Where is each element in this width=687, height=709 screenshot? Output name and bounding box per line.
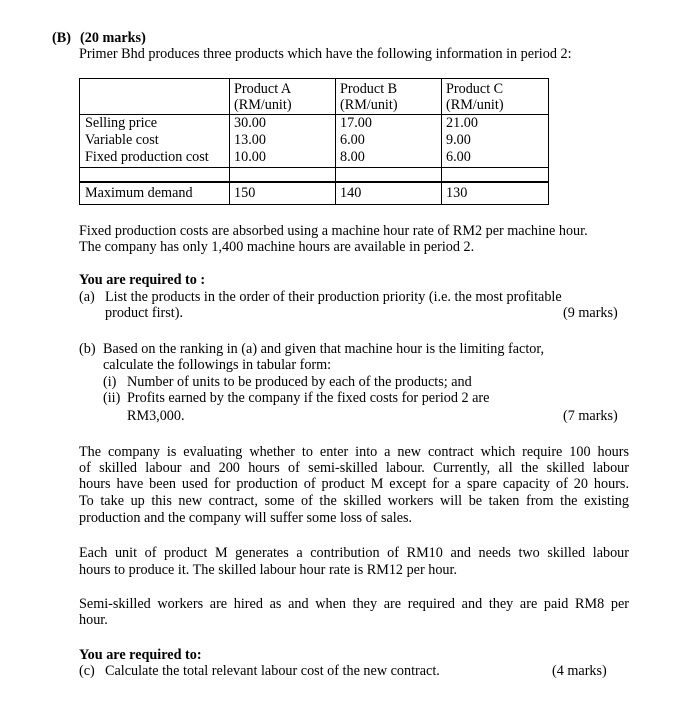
question-b-ii-text: Profits earned by the company if the fixed costs for period 2 are [127, 390, 490, 406]
row-label: Variable cost [85, 132, 159, 148]
row-label: Fixed production cost [85, 149, 209, 165]
question-b-text: Based on the ranking in (a) and given that machine hour is the limiting factor, [103, 341, 545, 357]
row-label: Maximum demand [85, 185, 193, 201]
question-c-text: Calculate the total relevant labour cost of the new contract. [105, 663, 440, 679]
question-b-text-cont: calculate the followings in tabular form: [103, 357, 332, 373]
question-b-i-text: Number of units to be produced by each of the products; and [127, 374, 472, 390]
table-cell: 21.00 [446, 115, 478, 131]
paragraph-line: Fixed production costs are absorbed using a machine hour rate of RM2 per machine hour. [79, 223, 588, 239]
row-label: Selling price [85, 115, 158, 131]
col-unit-product-a: (RM/unit) [234, 97, 292, 113]
paragraph-line: of skilled labour and 200 hours of semi-skilled labour. Currently, all the skilled labour [79, 460, 629, 476]
question-b-label: (b) [79, 341, 96, 357]
table-cell: 140 [340, 185, 362, 201]
question-b-i-label: (i) [103, 374, 117, 390]
col-header-product-a: Product A [234, 81, 292, 97]
col-header-product-b: Product B [340, 81, 398, 97]
table-cell: 6.00 [446, 149, 471, 165]
table-cell: 9.00 [446, 132, 471, 148]
paragraph-line: The company has only 1,400 machine hours are available in period 2. [79, 239, 475, 255]
paragraph-line: production and the company will suffer some loss of sales. [79, 510, 413, 526]
paragraph-line: Semi-skilled workers are hired as and when they are required and they are paid RM8 per [79, 596, 629, 612]
question-b-ii-label: (ii) [103, 390, 121, 406]
question-a-text-cont: product first). [105, 305, 184, 321]
paragraph-line: To take up this new contract, some of the skilled workers will be taken from the existing [79, 493, 629, 509]
question-c-marks: (4 marks) [552, 663, 607, 679]
question-a-marks: (9 marks) [563, 305, 618, 321]
question-b-ii-text-cont: RM3,000. [127, 408, 185, 424]
table-cell: 150 [234, 185, 256, 201]
paragraph-line: Each unit of product M generates a contribution of RM10 and needs two skilled labour [79, 545, 629, 561]
table-cell: 130 [446, 185, 468, 201]
required-heading: You are required to : [79, 272, 206, 288]
col-unit-product-b: (RM/unit) [340, 97, 398, 113]
question-a-label: (a) [79, 289, 95, 305]
table-cell: 30.00 [234, 115, 266, 131]
table-cell: 10.00 [234, 149, 266, 165]
section-marks: (20 marks) [80, 30, 146, 46]
required-heading: You are required to: [79, 647, 202, 663]
paragraph-line: hours have been used for production of product M except for a spare capacity of 20 hours. [79, 476, 629, 492]
paragraph-line: hour. [79, 612, 108, 628]
paragraph-line: The company is evaluating whether to enter into a new contract which require 100 hours [79, 444, 629, 460]
intro-text: Primer Bhd produces three products which have the following information in period 2: [79, 46, 572, 62]
col-unit-product-c: (RM/unit) [446, 97, 504, 113]
col-header-product-c: Product C [446, 81, 504, 97]
table-cell: 6.00 [340, 132, 365, 148]
question-b-marks: (7 marks) [563, 408, 618, 424]
table-cell: 17.00 [340, 115, 372, 131]
question-c-label: (c) [79, 663, 95, 679]
paragraph-line: hours to produce it. The skilled labour hour rate is RM12 per hour. [79, 562, 458, 578]
table-cell: 8.00 [340, 149, 365, 165]
table-cell: 13.00 [234, 132, 266, 148]
section-label: (B) [52, 30, 71, 46]
product-info-table [79, 78, 549, 205]
question-a-text: List the products in the order of their production priority (i.e. the most profitable [105, 289, 562, 305]
